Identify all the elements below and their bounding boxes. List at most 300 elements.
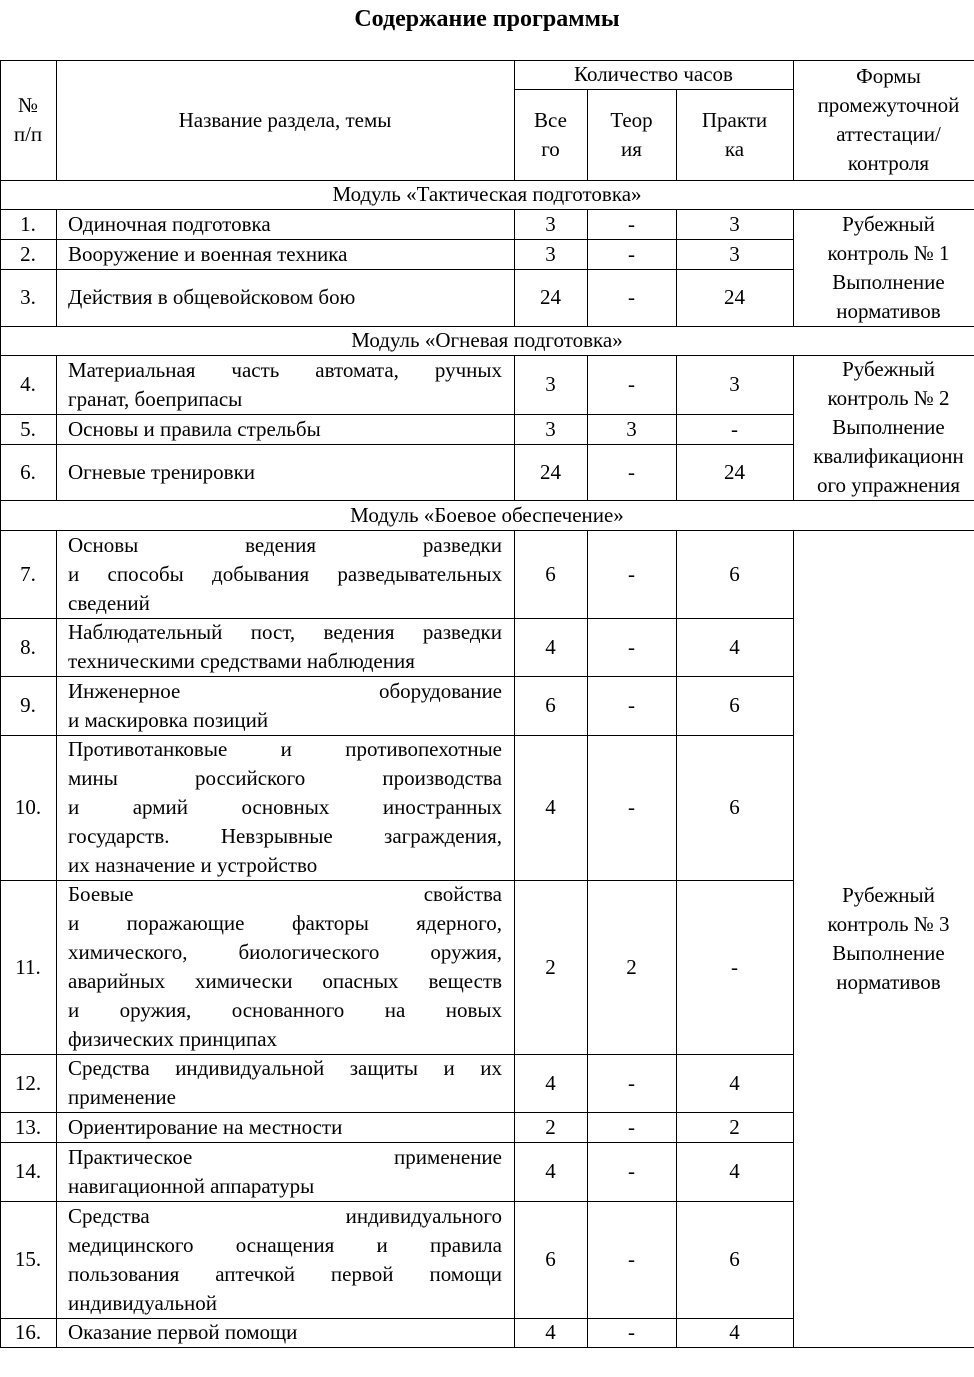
text-line: Основы и правила стрельбы [68,416,321,441]
table-border [56,209,57,240]
table-border [676,209,677,240]
row-topic-name [56,1201,514,1318]
row-topic-name [56,355,514,414]
text-line: Рубежный [842,882,935,907]
row-theory-value: - [628,561,635,586]
text-line: Выполнение [832,415,945,439]
table-border [676,676,677,736]
text-line: Рубежный [842,357,935,381]
table-border [587,1054,588,1113]
row-number [0,618,56,676]
text-line: промежуточной [817,93,960,117]
row-number-text: 9. [20,693,36,717]
text-line: физических принципах [68,1027,278,1051]
text-line: применение [68,1085,176,1109]
row-total-value: 4 [545,1320,556,1344]
text-line: Вооружение и военная техника [68,241,348,266]
row-theory-value: 3 [626,416,637,441]
table-border [0,355,1,415]
table-border [0,1201,1,1319]
row-total-hours [514,735,587,880]
row-number [0,444,56,500]
row-total-value: 24 [540,459,561,484]
text-line: го [541,136,560,161]
header-total [514,89,587,180]
text-line: ия [621,136,642,161]
row-total-value: 4 [545,1070,556,1095]
header-theory [587,89,676,180]
table-border [793,60,794,181]
row-practice-value: 4 [729,1159,740,1183]
row-number [0,269,56,326]
table-border [587,735,588,881]
row-total-hours [514,1142,587,1201]
table-border [0,880,1,1055]
row-total-hours [514,530,587,618]
table-border [676,269,677,327]
table-border [0,239,1,270]
table-border [514,239,515,270]
text-line: Инженерное оборудование [68,678,502,703]
table-border [0,180,1,210]
table-border [587,355,588,415]
row-practice-hours [676,1112,793,1142]
row-theory-hours [587,1318,676,1347]
table-border [676,1142,677,1202]
text-line: Рубежный [842,211,935,236]
table-border [514,209,515,240]
row-total-hours [514,269,587,326]
table-border [587,89,588,181]
row-theory-hours [587,444,676,500]
row-total-value: 24 [540,285,561,309]
table-border [0,1054,1,1113]
module-title: Модуль «Огневая подготовка» [351,328,623,352]
table-border [587,209,588,240]
row-number [0,1318,56,1347]
row-number [0,414,56,444]
table-border [514,1201,515,1319]
row-number-text: 8. [20,634,36,659]
text-line: нормативов [836,298,941,323]
row-topic-name [56,1318,514,1347]
table-border [587,618,588,677]
row-practice-hours [676,1054,793,1112]
table-border [56,355,57,415]
table-border [676,89,677,181]
row-topic-name [56,269,514,326]
row-practice-hours [676,209,793,239]
row-theory-hours [587,209,676,239]
text-line: Практи [701,107,768,132]
row-topic-name [56,1112,514,1142]
row-total-hours [514,444,587,500]
row-number-text: 5. [20,416,36,441]
text-line: и маскировка позиций [68,707,269,732]
row-theory-hours [587,618,676,676]
row-practice-hours [676,735,793,880]
row-number [0,209,56,239]
table-border [56,530,57,619]
table-border [587,1142,588,1202]
text-line: контроль № 2 [827,386,950,410]
text-line: Формы [856,64,921,88]
table-border [514,1112,515,1143]
row-practice-value: 24 [724,285,745,309]
row-number-text: 13. [14,1114,42,1139]
table-border [676,355,677,415]
row-total-hours [514,618,587,676]
table-border [0,1318,1,1348]
row-practice-hours [676,444,793,500]
table-border [56,1201,57,1319]
row-practice-hours [676,1318,793,1347]
row-total-value: 4 [545,795,556,819]
table-border [587,880,588,1055]
row-practice-hours [676,676,793,735]
text-line: гранат, боеприпасы [68,386,243,411]
text-line: их назначение и устройство [68,853,318,877]
table-border [793,1347,974,1348]
text-line: Материальная часть автомата, ручных [68,357,502,382]
text-line: и армий основных иностранных [68,795,502,819]
table-border [514,1054,515,1113]
table-border [676,618,677,677]
table-border [676,414,677,445]
table-border [514,735,515,881]
row-number-text: 4. [20,372,36,396]
text-line: Выполнение [832,940,945,965]
row-total-value: 3 [545,416,556,441]
row-theory-value: - [628,459,635,484]
text-line: контроль № 3 [827,911,950,936]
table-border [56,618,57,677]
row-number [0,1142,56,1201]
row-total-hours [514,1201,587,1318]
module-header [0,326,974,355]
row-number-text: 14. [14,1159,42,1183]
row-practice-value: 6 [729,795,740,819]
table-border [587,530,588,619]
table-border [0,209,1,240]
table-border [676,880,677,1055]
module-header [0,180,974,209]
row-total-value: 4 [545,634,556,659]
row-theory-value: - [628,211,635,236]
row-number-text: 15. [14,1247,42,1271]
text-line: № [17,93,39,117]
row-theory-value: 2 [626,954,637,979]
row-number-text: 11. [15,954,41,979]
text-line: Противотанковые и противопехотные [68,737,502,761]
row-number [0,530,56,618]
row-practice-hours [676,269,793,326]
text-line: и способы добывания разведывательных [68,561,502,586]
row-theory-hours [587,1142,676,1201]
text-line: медицинского оснащения и правила [68,1232,502,1257]
row-practice-value: - [731,954,738,979]
table-border [587,269,588,327]
table-border [0,269,1,327]
table-border [0,326,1,356]
row-topic-name [56,239,514,269]
table-border [514,1318,515,1348]
row-number-text: 1. [20,211,36,236]
text-line: квалификационн [813,444,964,468]
row-practice-value: 2 [729,1114,740,1139]
table-border [0,500,1,531]
table-border [56,269,57,327]
table-border [56,1142,57,1202]
control-form [793,530,974,1347]
row-practice-hours [676,355,793,414]
table-border [56,676,57,736]
row-practice-hours [676,414,793,444]
row-practice-hours [676,239,793,269]
row-total-hours [514,355,587,414]
module-header [0,500,974,530]
row-total-value: 6 [545,1247,556,1271]
text-line: ого упражнения [816,473,961,497]
table-border [587,1318,588,1348]
row-theory-hours [587,1201,676,1318]
header-section-name-text: Название раздела, темы [178,107,392,132]
row-practice-value: 6 [729,561,740,586]
text-line: контроль № 1 [827,240,950,265]
row-practice-value: 4 [729,1320,740,1344]
row-number-text: 10. [14,795,42,819]
row-total-hours [514,1318,587,1347]
control-form [793,355,974,500]
row-total-hours [514,239,587,269]
header-hours [514,60,793,89]
table-border [514,1142,515,1202]
row-topic-name [56,676,514,735]
table-border [676,530,677,619]
table-border [676,1318,677,1348]
row-theory-value: - [628,1320,635,1344]
table-border [676,1201,677,1319]
row-practice-value: 6 [729,693,740,717]
text-line: Средства индивидуального [68,1203,502,1228]
table-border [0,60,1,181]
table-border [0,1112,1,1143]
row-theory-value: - [628,1247,635,1271]
row-theory-hours [587,355,676,414]
row-number [0,1112,56,1142]
text-line: индивидуальной [68,1290,217,1315]
row-topic-name [56,1054,514,1112]
table-border [56,1112,57,1143]
header-forms [793,60,974,180]
row-topic-name [56,209,514,239]
text-line: п/п [13,122,43,146]
row-total-hours [514,880,587,1054]
text-line: пользования аптечкой первой помощи [68,1261,502,1286]
table-border [587,1112,588,1143]
control-form [793,209,974,326]
table-border [676,1054,677,1113]
row-theory-hours [587,269,676,326]
row-practice-value: 4 [729,634,740,659]
row-practice-value: 6 [729,1247,740,1271]
row-practice-hours [676,880,793,1054]
text-line: Выполнение [832,269,945,294]
table-border [0,735,1,881]
text-line: сведений [68,590,150,615]
row-number [0,1054,56,1112]
text-line: государств. Невзрывные заграждения, [68,824,502,848]
row-total-hours [514,1112,587,1142]
row-theory-hours [587,530,676,618]
row-theory-value: - [628,693,635,717]
page-title: Содержание программы [354,6,620,32]
table-border [676,1112,677,1143]
row-number-text: 7. [20,561,36,586]
table-border [56,880,57,1055]
row-practice-hours [676,530,793,618]
row-theory-hours [587,1054,676,1112]
row-theory-hours [587,1112,676,1142]
text-line: аварийных химически опасных веществ [68,969,502,993]
table-border [514,414,515,445]
row-number [0,355,56,414]
text-line: мины российского производства [68,766,502,790]
table-border [676,239,677,270]
row-number-text: 16. [14,1320,42,1344]
text-line: аттестации/ [836,122,941,146]
table-border [56,60,57,181]
row-topic-name [56,530,514,618]
row-total-value: 2 [545,1114,556,1139]
text-line: Средства индивидуальной защиты и их [68,1056,502,1080]
row-theory-value: - [628,1114,635,1139]
table-border [0,414,1,445]
text-line: Оказание первой помощи [68,1320,298,1344]
row-number [0,1201,56,1318]
row-topic-name [56,444,514,500]
text-line: Ориентирование на местности [68,1114,343,1139]
row-total-value: 6 [545,693,556,717]
table-border [56,1054,57,1113]
row-total-value: 6 [545,561,556,586]
row-practice-hours [676,618,793,676]
row-topic-name [56,414,514,444]
text-line: навигационной аппаратуры [68,1173,315,1198]
table-border [514,676,515,736]
row-total-hours [514,414,587,444]
table-border [0,676,1,736]
text-line: химического, биологического оружия, [68,940,502,964]
row-number [0,239,56,269]
row-topic-name [56,1142,514,1201]
table-border [56,444,57,501]
text-line: Теор [610,107,653,132]
row-number-text: 12. [14,1070,42,1095]
table-border [56,239,57,270]
row-practice-value: 3 [729,372,740,396]
table-border [56,414,57,445]
row-number [0,735,56,880]
table-border [676,444,677,501]
text-line: Наблюдательный пост, ведения разведки [68,620,502,644]
row-practice-hours [676,1142,793,1201]
header-practice [676,89,793,180]
text-line: Огневые тренировки [68,459,256,484]
table-border [587,444,588,501]
row-topic-name [56,880,514,1054]
header-section-name [56,60,514,180]
table-border [0,1347,794,1348]
row-number [0,880,56,1054]
row-number-text: 3. [20,285,36,309]
table-border [514,530,515,619]
table-border [56,1318,57,1348]
row-total-value: 3 [545,372,556,396]
text-line: Основы ведения разведки [68,532,502,557]
row-theory-hours [587,414,676,444]
table-border [514,880,515,1055]
row-theory-hours [587,676,676,735]
table-border [676,735,677,881]
text-line: Действия в общевойсковом бою [68,285,356,309]
row-theory-value: - [628,285,635,309]
table-border [514,618,515,677]
row-topic-name [56,735,514,880]
row-practice-value: 3 [729,211,740,236]
table-border [0,530,1,619]
text-line: и оружия, основанного на новых [68,998,502,1022]
row-total-value: 4 [545,1159,556,1183]
row-theory-hours [587,735,676,880]
row-practice-hours [676,1201,793,1318]
text-line: и поражающие факторы ядерного, [68,911,502,935]
row-total-value: 3 [545,211,556,236]
text-line: Одиночная подготовка [68,211,271,236]
row-theory-value: - [628,372,635,396]
row-theory-hours [587,880,676,1054]
row-theory-value: - [628,241,635,266]
program-content-table [0,60,974,1348]
row-theory-value: - [628,634,635,659]
row-theory-value: - [628,1070,635,1095]
row-total-hours [514,209,587,239]
text-line: ка [724,136,745,161]
row-total-value: 3 [545,241,556,266]
text-line: Практическое применение [68,1144,502,1169]
row-practice-value: 4 [729,1070,740,1095]
table-border [587,414,588,445]
table-border [0,60,974,61]
row-number [0,676,56,735]
header-hours-text: Количество часов [574,62,733,86]
row-theory-hours [587,239,676,269]
module-title: Модуль «Тактическая подготовка» [332,182,642,206]
table-border [514,89,794,90]
row-number-text: 2. [20,241,36,266]
module-title: Модуль «Боевое обеспечение» [350,502,624,527]
row-theory-value: - [628,795,635,819]
header-number [0,60,56,180]
table-border [514,60,515,181]
row-topic-name [56,618,514,676]
table-border [587,676,588,736]
table-border [0,444,1,501]
text-line: контроля [847,151,930,175]
text-line: нормативов [836,969,941,994]
table-border [0,618,1,677]
table-border [587,239,588,270]
